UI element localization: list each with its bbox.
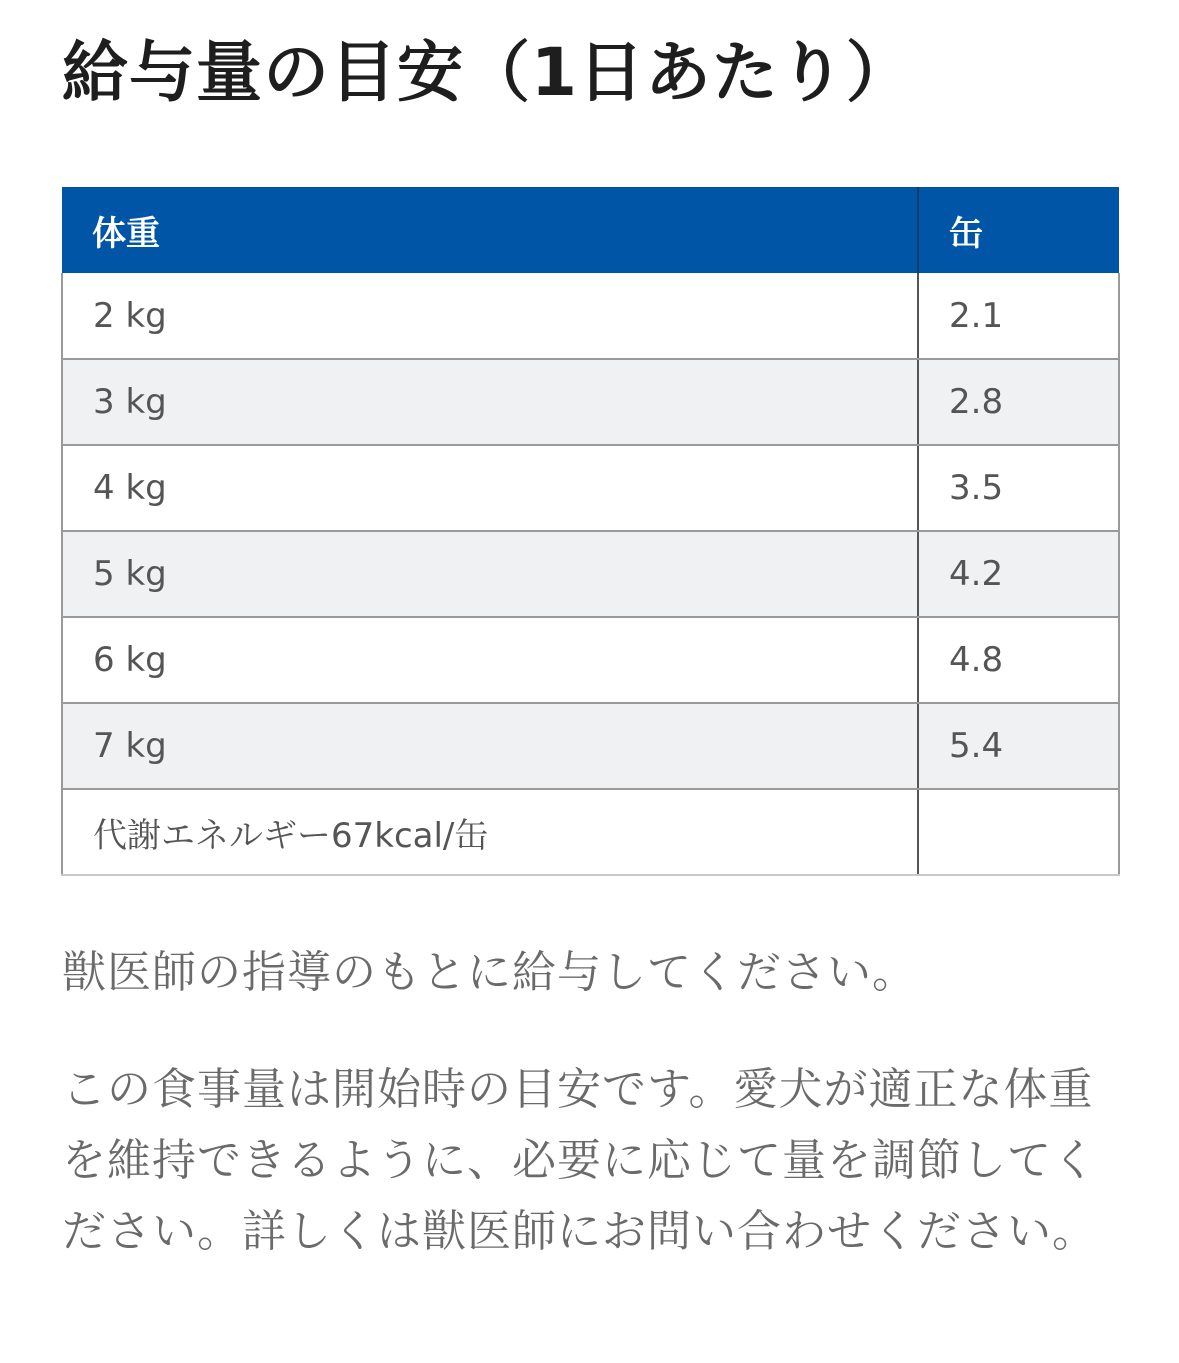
weight-cell: 5 kg [62,531,918,617]
column-header-cans: 缶 [918,187,1119,273]
cans-cell: 4.8 [918,617,1119,703]
column-header-weight: 体重 [62,187,918,273]
cans-cell: 3.5 [918,445,1119,531]
feeding-guide-table-container [61,187,1118,876]
table-row [62,703,1119,789]
table-row [62,273,1119,359]
table-row [62,359,1119,445]
table-row [62,445,1119,531]
table-row-energy [62,789,1119,875]
metabolic-energy-cell: 代謝エネルギー67kcal/缶 [62,789,918,875]
empty-cell [918,789,1119,875]
weight-cell: 7 kg [62,703,918,789]
feeding-amount-note: この食事量は開始時の目安です。愛犬が適正な体重を維持できるように、必要に応じて量を調節してください。詳しくは獣医師にお問い合わせください。 [62,1064,1097,1257]
cans-cell: 2.1 [918,273,1119,359]
page-title: 給与量の目安（1日あたり） [62,34,913,111]
table-row [62,531,1119,617]
feeding-guide-table [61,187,1120,876]
table-row [62,617,1119,703]
table-header-row [62,187,1119,273]
weight-cell: 4 kg [62,445,918,531]
cans-cell: 4.2 [918,531,1119,617]
weight-cell: 6 kg [62,617,918,703]
cans-cell: 2.8 [918,359,1119,445]
vet-guidance-note: 獣医師の指導のもとに給与してください。 [62,947,917,998]
weight-cell: 3 kg [62,359,918,445]
weight-cell: 2 kg [62,273,918,359]
cans-cell: 5.4 [918,703,1119,789]
